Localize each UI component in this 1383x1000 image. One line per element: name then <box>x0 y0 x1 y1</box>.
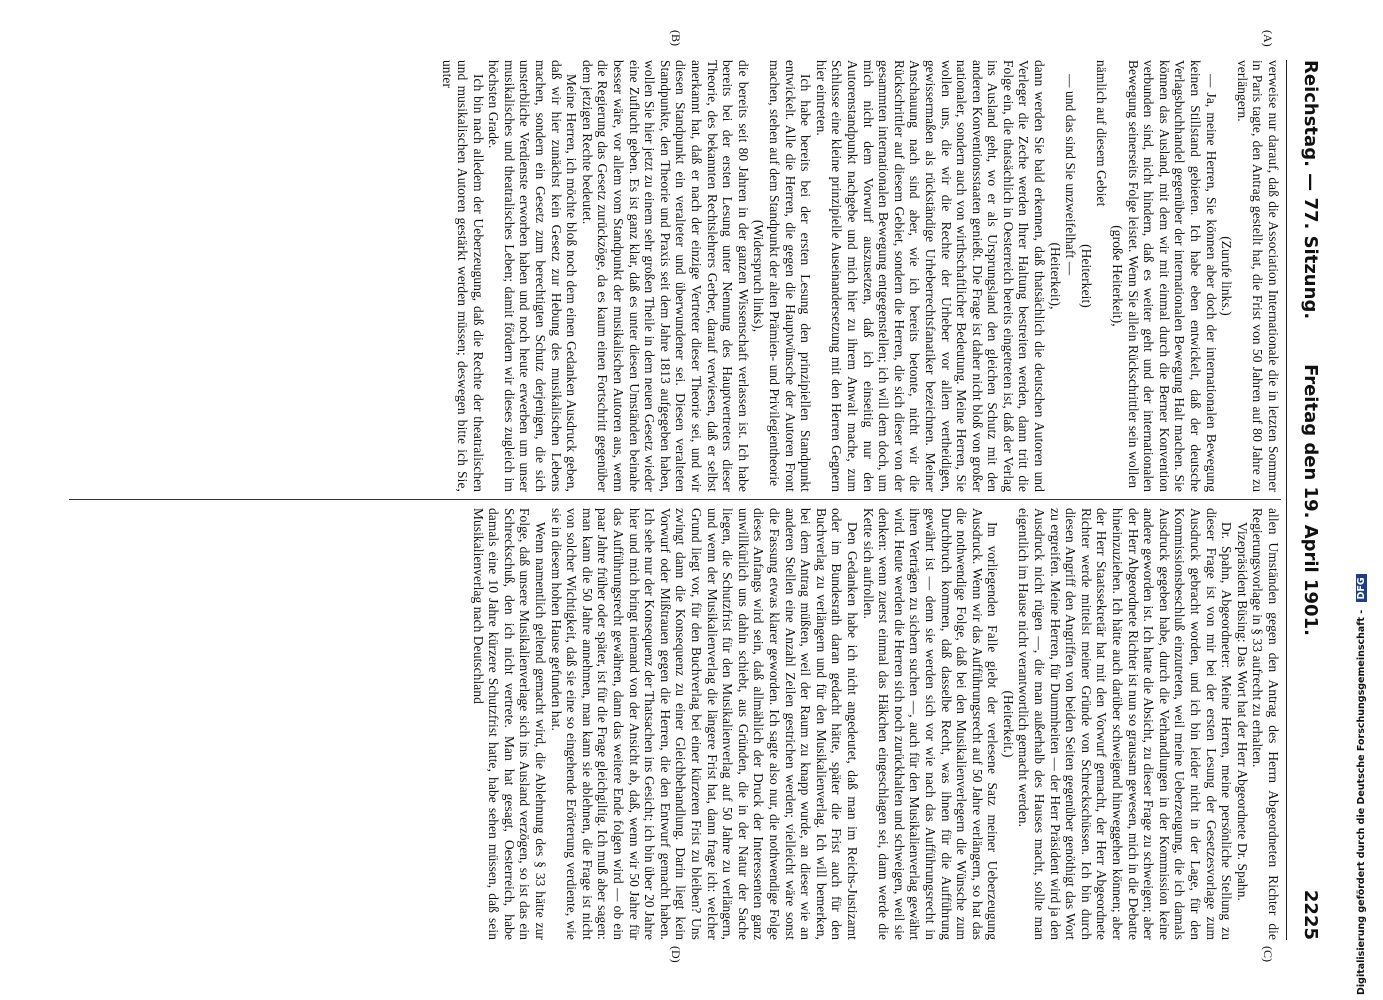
paragraph: allen Umständen gegen den Antrag des Herrn Abgeordneten Richter die Regierungsvorlage in § 33 aufrecht zu erhalten. <box>1250 508 1281 940</box>
margin-label-b: (B) <box>669 30 683 46</box>
interjection: (Widerspruch links), <box>751 219 767 333</box>
column-divider <box>69 499 1281 500</box>
credit-text: Digitalisierung gefördert durch die Deutsche Forschungsgemeinschaft - <box>1356 609 1367 995</box>
interjection: (große Heiterkeit), <box>1110 225 1126 327</box>
interjection: (Heiterkeit) <box>1078 244 1094 308</box>
header-left: Reichstag. — 77. Sitzung. <box>1300 60 1321 320</box>
paragraph: nämlich auf diesem Gebiet <box>1094 60 1110 207</box>
interjection: (Zurufe links.) <box>1219 236 1235 316</box>
page-header <box>1291 60 1321 940</box>
interjection: (Heiterkeit.) <box>1000 690 1016 758</box>
interjection: (Heiterkeit), <box>1047 242 1063 310</box>
paragraph: Im vorliegenden Falle giebt der verlesene Satz meiner Ueberzeugung Ausdruck. Wenn wir das Aufführungsrecht auf 50 Jahre verlängern, so hat das die nothwendige Folge, daß bei den Musikalienverlegern die Wünsche zum Durchbruch kommen, daß dasselbe Recht, was ihnen für die Aufführung gewährt ist — denn sie werden sich vor wie nach das Aufführungsrecht in ihren Verträgen zu sichern suchen —, auch für den Musikalienverlag gewährt wird. Heute werden die Herren sich noch zurückhalten und schweigen, weil sie denken: wenn zuerst einmal das Häkchen eingeschlagen sei, dann werde die Kette sich aufrollen. <box>860 508 1001 940</box>
right-column <box>470 508 1281 940</box>
paragraph: Wenn namentlich geltend gemacht wird, die Ablehnung des § 33 hätte zur Folge, daß unsere Musikalienverlage sich ins Ausland verzögen, so ist das ein Schreckschuß, den ich nicht vertrete. Man hat gesagt, Oesterreich, habe damals eine 10 Jahre kürzere Schutzfrist hatte, habe sehen müssen, daß sein Musikalienverlag nach Deutschland <box>470 508 549 940</box>
paragraph: Den Gedanken habe ich nicht angedeutet, daß man im Reichs-Justizamt oder im Bundesrath daran gedacht hätte, später die Frist auch für den Buchverlag zu verlängern und für den Musikalienverlag. Ich will bemerken, bei dem Antrag müßten, weil der Raum zu knapp wurde, an dieser wie an anderen Stellen eine Anzahl Zeilen gestrichen werden; vielleicht wäre sonst die Fassung etwas klarer geworden. Ich sagte also nur, die nothwendige Folge dieses Anfangs wird sein, daß allmählich der Druck der Interessenten ganz unwillkürlich uns dahin schiebt, aus Gründen, die in der Natur der Sache liegen, die Schutzfrist für den Musikalienverlag auf 50 Jahre zu verlängern, und wenn der Musikalienverlag die längere Frist hat, dann frage ich: welcher Grund liegt vor, für den Buchverlag bei einer kürzeren Frist zu bleiben? Uns zwingt dann die Konsequenz zu einer Gleichbehandlung. Darin liegt kein Vorwurf oder Mißtrauen gegen die Herren, die den Entwurf gemacht haben. Ich sehe nur der Konsequenz der Thatsachen ins Gesicht; ich bin über 20 Jahre hier und mich bringt niemand von der Ansicht ab, daß, wenn wir 50 Jahre für das Aufführungsrecht gewähren, dann das weitere Ende folgen wird — ob ein paar Jahre früher oder später, ist für die Frage gleichgiltig. Ich muß aber sagen: man kann die 50 Jahre annehmen, man kann sie ablehnen, die Frage ist nicht von solcher Wichtigkeit, daß sie eine so eingehende Erörterung verdiente, wie sie in diesem hohen Hause gefunden hat. <box>548 508 860 940</box>
paragraph: dann werden Sie bald erkennen, daß thatsächlich die deutschen Autoren und Verleger die Zeche werden Ihrer Haltung bestreiten werden, dann tritt die Folge ein, die thatsächlich in Oesterreich bereits eingetreten ist, daß der Verlag ins Ausland geht, wo er als Ursprungsland den gleichen Schutz mit den anderen Konventionsstaaten genießt. Die Frage ist daher nicht bloß von großer nationaler, sondern auch von wirthschaftlicher Bedeutung. Meine Herren, Sie wollen uns, die wir die Rechte der Urheber vor allem vertheidigen, gewissermaßen als rückständige Urheberrechtsfanatiker bezeichnen. Meiner Anschauung nach sind aber, wie ich bereits betonte, nicht wir die Rückschrittler auf diesem Gebiet, sondern die Herren, die sich dieser von der gesammten internationalen Bewegung entgegenstellen; ich will dem doch, um mich nicht dem Vorwurf auszusetzen, daß ich einseitig nur den Autorenstandpunkt nachgebe und mich hier zu ihrem Anwalt mache, zum Schlusse eine kleine prinzipielle Auseinandersetzung mit den Herren Gegnern hier eintreten. <box>813 60 1048 492</box>
paragraph: Meine Herren, ich möchte bloß noch dem einen Gedanken Ausdruck geben, daß wir hier zunächst kein Gesetz zur Hebung des musikalischen Lebens machen, sondern ein Gesetz zum berechtigten Schutz derjenigen, die sich unsterbliche Verdienste erworben haben und noch heute erwerben um unser musikalisches und theatralisches Leben; damit fördern wir dieses zugleich im höchsten Grade. <box>486 60 580 492</box>
margin-label-d: (D) <box>669 946 683 963</box>
paragraph: die bereits seit 80 Jahren in der ganzen Wissenschaft verlassen ist. Ich habe bereits bei der ersten Lesung unter Nennung des Hauptvertreters dieser Theorie, des bekannten Rechtslehrers Gerber, darauf verwiesen, daß er selbst anerkannt hat, daß er nach der einzige Vertreter dieser Theorie sei, und wir diesen Standpunkt ein veralteter und überwundener sei. Diesen veralteten Standpunkte, den Theorie und Praxis seit dem Jahre 1813 aufgegeben haben, wollen Sie hier jetzt zu einem sehr großen Theile in dem neuen Gesetz wieder eine Zuflucht geben. Es ist ganz klar, daß es unter diesen Umständen beinahe besser wäre, vor allem vom Standpunkt der musikalischen Autoren aus, wenn die Regierung das Gesetz zurückzöge, da es kaum einen Fortschritt gegenüber dem jetzigen Rechte bedeutet. <box>579 60 751 492</box>
paragraph: Dr. Spahn, Abgeordneter: Meine Herren, meine persönliche Stellung zu dieser Frage ist von mir bei der ersten Lesung der Gesetzesvorlage zum Ausdruck gebracht worden, und ich bin leider nicht in der Lage, für den Kommissionsbeschluß einzutreten, weil meine Ueberzeugung, die ich damals Ausdruck gegeben habe, durch die Verhandlungen in der Kommission keine andere geworden ist. Ich hatte die Absicht, zu dieser Frage zu schweigen; aber der Herr Abgeordnete Richter ist nun so grausam gewesen, mich in die Debatte hineinzuziehen. Ich hätte auch darüber schweigend hinweggehen können; aber der Herr Staatssekretär hat mit den Vorwurf gemacht, der Herr Abgeordnete Richter werde mittelst meiner Gründe von Schreckschüssen. Ich bin durch diesen Angriff den Angriffen von beiden Seiten gegenüber genöthigt das Wort zu ergreifen. Meine Herren, für Dummheiten — der Herr Präsident wird ja den Ausdruck nicht rügen —, die man außerhalb des Hauses macht, sollte man eigentlich im Hause nicht verantwortlich gemacht werden. <box>1016 508 1235 940</box>
paragraph: — Ja, meine Herren, Sie können aber doch der internationalen Bewegung keinen Stillstand gebieten. Ich habe eben entwickelt, daß der deutsche Verlagsbuchhandel gegenüber der internationalen Bewegung Halt machen. Sie können das Ausland, mit dem wir mit einmal durch die Berner Konvention verbunden sind, nicht hindern, daß es weiter geht und der internationalen Bewegung seinerseits Folge leistet. Wenn Sie allein Rückschrittler sein wollen <box>1125 60 1219 492</box>
left-column <box>439 60 1281 492</box>
footer-credit-vertical <box>1356 5 1374 995</box>
speaker-line: Vizepräsident Büsing: Das Wort hat der Herr Abgeordnete Dr. Spahn. <box>1234 522 1250 901</box>
paragraph: — und das sind Sie unzweifelhaft — <box>1063 74 1079 276</box>
dfg-logo: DFG <box>1356 574 1367 602</box>
header-date: Freitag den 19. April 1901. <box>1300 364 1321 636</box>
page-number: 2225 <box>1300 889 1321 940</box>
margin-label-c: (C) <box>1261 946 1275 962</box>
margin-label-a: (A) <box>1261 30 1275 47</box>
paragraph: Ich bin nach alledem der Ueberzeugung, daß die Rechte der theatralischen und musikalischen Autoren gestärkt werden müssen; deswegen bitte ich Sie, unter <box>439 60 486 492</box>
paragraph: Ich habe bereits bei der ersten Lesung den prinzipiellen Standpunkt entwickelt. Alle die Herren, die gegen die Hauptwünsche der Autoren Front machen, stehen auf dem Standpunkt der alten Prämien- und Privilegientheorie <box>767 60 814 492</box>
header-rule <box>1286 60 1287 940</box>
paragraph: verweise nur darauf, daß die Association Internationale die in letzten Sommer in Paris tagte, den Antrag gestellt hat, die Frist von 50 Jahren auf 80 Jahre zu verlängern. <box>1234 60 1281 492</box>
